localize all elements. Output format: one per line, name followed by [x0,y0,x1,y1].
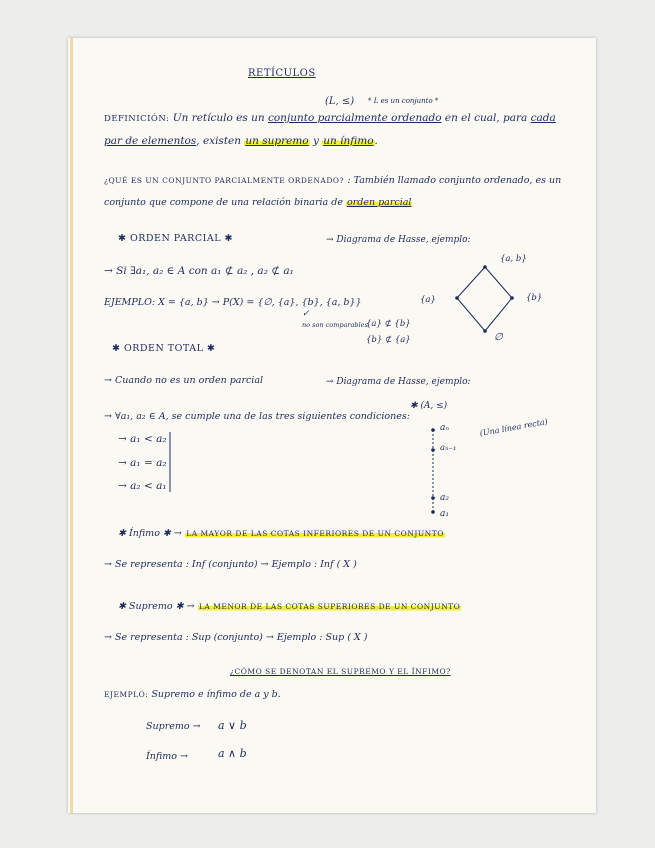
orden-parcial-example: EJEMPLO: X = {a, b} → P(X) = {∅, {a}, {b}, {a, b}} [104,297,362,308]
chain-node-a1 [431,510,435,514]
hasse-label-left: {a} [420,295,436,305]
note-not-comparable: no son comparables [302,321,368,329]
chain-label-top: aₙ [440,423,450,433]
final-infimo-label: Ínfimo → [146,751,188,762]
supremo-definition: LA MENOR DE LAS COTAS SUPERIORES DE UN CONJUNTO [198,602,461,611]
question-1: ¿QUÉ ES UN CONJUNTO PARCIALMENTE ORDENADO? [104,176,345,185]
notation: (L, ≤) [325,96,355,107]
final-supremo-label: Supremo → [146,721,201,732]
supremo-line [118,601,461,613]
definition-supremo: un supremo [245,135,309,147]
final-example-line [104,690,281,700]
definition-exist: , existen [196,135,242,147]
hasse-node-top [483,265,487,269]
check-mark: ✓ [302,309,310,319]
infimo-label: ✱ Ínfimo ✱ → [118,528,182,539]
orden-total-heading: ✱ ORDEN TOTAL ✱ [112,343,216,354]
page-title: RETÍCULOS [248,68,316,79]
definition-dot: . [374,135,378,147]
hasse-node-bottom [483,329,487,333]
answer-1c: orden parcial [346,197,412,208]
supremo-representation: → Se representa : Sup (conjunto) → Ejemplo : Sup ( X ) [104,632,368,643]
note-a-not-b: {a} ⊄ {b} [366,319,411,329]
condition-2: → a₁ = a₂ [118,457,167,469]
definition-text-d: cada [530,112,556,124]
chain-node-a2 [431,496,435,500]
hasse-label-right: {b} [526,293,543,303]
question-2: ¿CÓMO SE DENOTAN EL SUPREMO Y EL ÍNFIMO? [230,667,451,676]
definition-infimo: un ínfimo [323,135,374,147]
chain-label-next: aₙ₋₁ [440,443,457,453]
definition-text-c: en el cual, para [444,112,528,124]
final-example-label: EJEMPLO: [104,690,149,699]
infimo-line [118,528,445,540]
orden-total-hasse-label: → Diagrama de Hasse, ejemplo: [326,377,471,387]
infimo-representation: → Se representa : Inf (conjunto) → Ejemplo : Inf ( X ) [104,559,357,570]
definition-text-a: Un retículo es un [172,112,265,124]
orden-parcial-rule: → Si ∃a₁, a₂ ∈ A con a₁ ⊄ a₂ , a₂ ⊄ a₁ [104,265,294,277]
final-supremo-value: a ∨ b [218,719,247,732]
answer-1a: : También llamado conjunto ordenado, es un [347,175,562,186]
chain-note: (Una línea recta) [479,417,549,438]
infimo-definition: LA MAYOR DE LAS COTAS INFERIORES DE UN CONJUNTO [186,529,444,538]
definition-label: DEFINICIÓN: [104,114,170,124]
orden-parcial-hasse-label: → Diagrama de Hasse, ejemplo: [326,235,471,245]
note-b-not-a: {b} ⊄ {a} [366,335,411,345]
condition-1: → a₁ < a₂ [118,433,167,445]
chain-label-a2: a₂ [440,493,449,503]
orden-parcial-heading: ✱ ORDEN PARCIAL ✱ [118,233,234,244]
chain-node-top [431,428,435,432]
hasse-node-right [510,296,514,300]
definition-pair: par de elementos [104,135,197,147]
orden-total-line-1: → Cuando no es un orden parcial [104,375,264,386]
chain-label-a1: a₁ [440,509,449,519]
definition-and: y [312,135,319,147]
final-example-text: Supremo e ínfimo de a y b. [151,689,281,700]
definition-text-b: conjunto parcialmente ordenado [267,112,442,124]
hasse-label-bottom: ∅ [494,332,503,343]
orden-total-rule: → ∀a₁, a₂ ∈ A, se cumple una de las tres siguientes condiciones: [104,411,410,422]
orden-total-set: ✱ (A, ≤) [410,401,448,411]
chain-node-next [431,448,435,452]
condition-3: → a₂ < a₁ [118,480,167,492]
hasse-label-top: {a, b} [500,254,527,264]
answer-1b: conjunto que compone de una relación binaria de [104,197,343,208]
final-infimo-value: a ∧ b [218,747,247,760]
supremo-label: ✱ Supremo ✱ → [118,601,195,612]
notation-note: * L es un conjunto * [368,97,439,105]
hasse-node-left [455,296,459,300]
